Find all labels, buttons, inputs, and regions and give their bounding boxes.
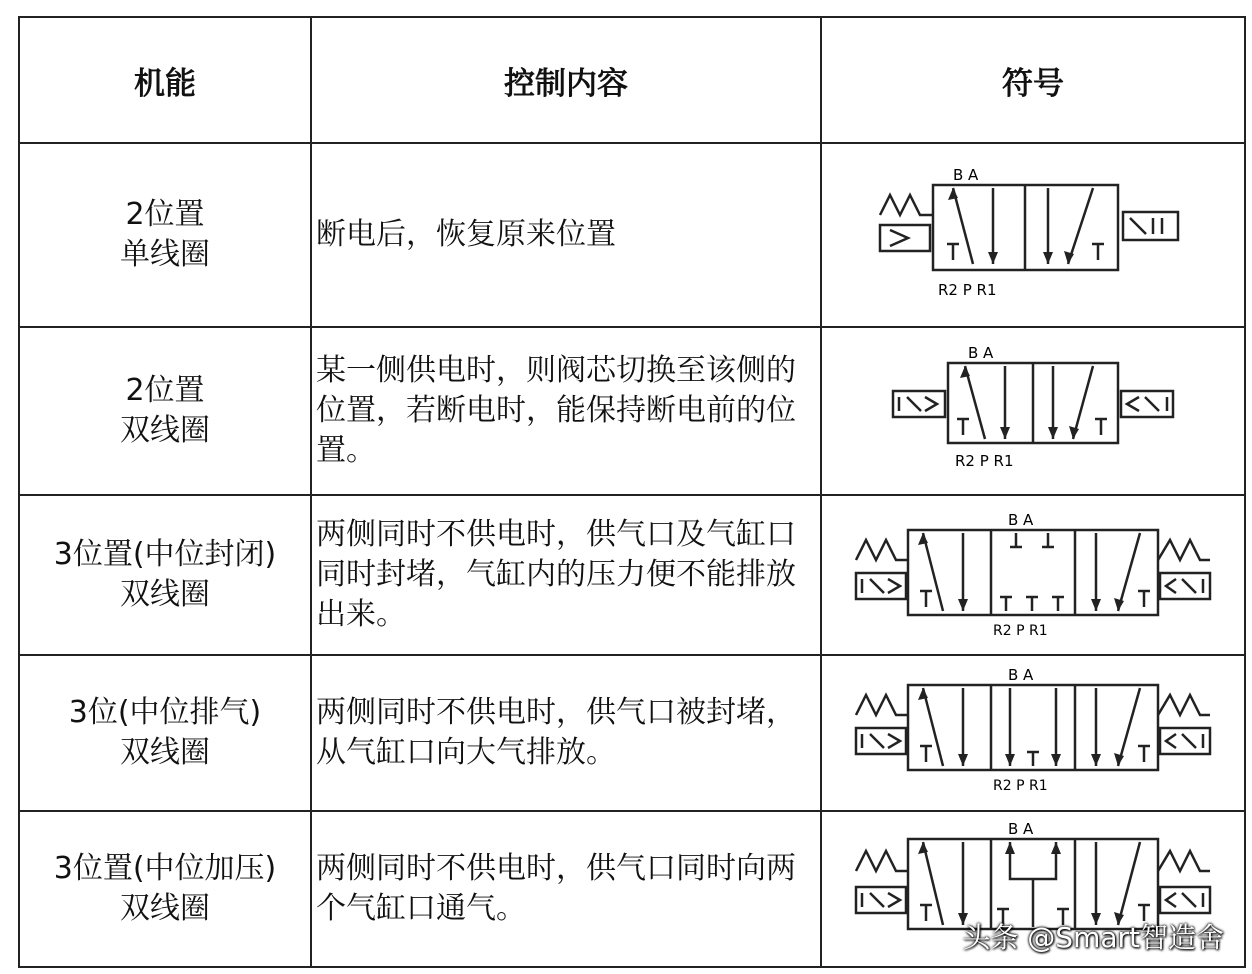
header-function: 机能 — [19, 17, 311, 143]
valve-symbol-2pos-single-solenoid — [868, 160, 1198, 310]
content-cell: 两侧同时不供电时，供气口被封堵，从气缸口向大气排放。 — [311, 655, 821, 811]
content-cell: 两侧同时不供电时，供气口及气缸口同时封堵，气缸内的压力便不能排放出来。 — [311, 495, 821, 655]
function-cell: 3位置(中位加压) 双线圈 — [19, 811, 311, 967]
port-labels-top: B A — [968, 344, 994, 362]
table-row — [19, 327, 1245, 495]
watermark: 头条 @Smart智造舍 — [962, 921, 1224, 954]
port-labels-top: B A — [1008, 820, 1034, 838]
valve-symbol-2pos-double-solenoid — [883, 341, 1183, 481]
table-row — [19, 143, 1245, 327]
function-cell: 3位置(中位封闭) 双线圈 — [19, 495, 311, 655]
content-cell: 两侧同时不供电时，供气口同时向两个气缸口通气。 — [311, 811, 821, 967]
port-labels-bottom: R2 P R1 — [955, 452, 1014, 470]
table-row — [19, 655, 1245, 811]
port-labels-bottom: R2 P R1 — [938, 281, 997, 299]
valve-symbol-3pos-exhaust-center — [848, 663, 1218, 803]
port-labels-top: B A — [1008, 666, 1034, 684]
port-labels-top: B A — [1008, 511, 1034, 529]
header-control-content: 控制内容 — [311, 17, 821, 143]
header-symbol: 符号 — [821, 17, 1245, 143]
function-cell: 3位(中位排气) 双线圈 — [19, 655, 311, 811]
table-header-row — [19, 17, 1245, 143]
port-labels-bottom: R2 P R1 — [993, 623, 1048, 639]
function-cell: 2位置 双线圈 — [19, 327, 311, 495]
content-cell: 某一侧供电时，则阀芯切换至该侧的位置，若断电时，能保持断电前的位置。 — [311, 327, 821, 495]
symbol-cell — [821, 655, 1245, 811]
port-labels-top: B A — [953, 166, 979, 184]
symbol-cell — [821, 327, 1245, 495]
table-row — [19, 495, 1245, 655]
port-labels-bottom: R2 P R1 — [993, 778, 1048, 794]
function-cell: 2位置 单线圈 — [19, 143, 311, 327]
valve-symbol-3pos-closed-center — [848, 505, 1218, 645]
symbol-cell — [821, 143, 1245, 327]
symbol-cell — [821, 495, 1245, 655]
content-cell: 断电后，恢复原来位置 — [311, 143, 821, 327]
valve-function-table — [18, 16, 1246, 968]
